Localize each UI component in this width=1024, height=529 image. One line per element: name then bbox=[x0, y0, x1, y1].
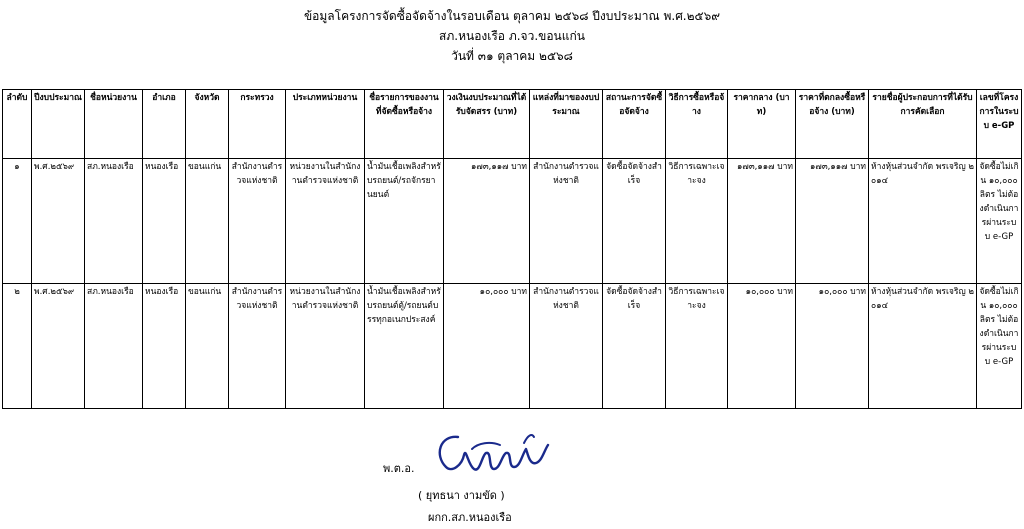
cell-no: ๒ bbox=[3, 284, 32, 409]
cell-median-price: ๑๐,๐๐๐ บาท bbox=[728, 284, 796, 409]
cell-status: จัดซื้อจัดจ้างสำเร็จ bbox=[603, 284, 666, 409]
col-header-no: ลำดับ bbox=[3, 90, 32, 159]
col-header-status: สถานะการจัดซื้อจัดจ้าง bbox=[603, 90, 666, 159]
cell-egp: จัดซื้อไม่เกิน ๑๐,๐๐๐ ลิตร ไม่ต้องดำเนินการผ่านระบบ e-GP bbox=[977, 159, 1022, 284]
signer-rank: พ.ต.อ. bbox=[383, 462, 415, 475]
cell-district: หนองเรือ bbox=[143, 159, 186, 284]
cell-agreed-price: ๑๗๓,๑๑๗ บาท bbox=[796, 159, 869, 284]
cell-status: จัดซื้อจัดจ้างสำเร็จ bbox=[603, 159, 666, 284]
signer-name: ( ยุทธนา งามขัด ) bbox=[418, 489, 505, 502]
cell-fiscal-year: พ.ศ.๒๕๖๙ bbox=[32, 284, 85, 409]
cell-fiscal-year: พ.ศ.๒๕๖๙ bbox=[32, 159, 85, 284]
station-name: สภ.หนองเรือ ภ.จว.ขอนแก่น bbox=[439, 29, 585, 43]
report-date: วันที่ ๓๑ ตุลาคม ๒๕๖๘ bbox=[451, 49, 573, 63]
col-header-vendor: รายชื่อผู้ประกอบการที่ได้รับการคัดเลือก bbox=[869, 90, 977, 159]
col-header-source: แหล่งที่มาของงบประมาณ bbox=[530, 90, 603, 159]
col-header-province: จังหวัด bbox=[186, 90, 229, 159]
col-header-median-price: ราคากลาง (บาท) bbox=[728, 90, 796, 159]
col-header-agreed-price: ราคาที่ตกลงซื้อหรือจ้าง (บาท) bbox=[796, 90, 869, 159]
col-header-fiscal-year: ปีงบประมาณ bbox=[32, 90, 85, 159]
cell-agency-type: หน่วยงานในสำนักงานตำรวจแห่งชาติ bbox=[286, 284, 365, 409]
cell-source: สำนักงานตำรวจแห่งชาติ bbox=[530, 284, 603, 409]
col-header-method: วิธีการซื้อหรือจ้าง bbox=[666, 90, 728, 159]
cell-item: น้ำมันเชื้อเพลิงสำหรับรถยนต์/รถจักรยานยนต์ bbox=[365, 159, 444, 284]
report-title: ข้อมูลโครงการจัดซื้อจัดจ้างในรอบเดือน ตุลาคม ๒๕๖๘ ปีงบประมาณ พ.ศ.๒๕๖๙ bbox=[303, 9, 721, 23]
cell-method: วิธีการเฉพาะเจาะจง bbox=[666, 159, 728, 284]
table-header-row bbox=[3, 90, 1022, 159]
cell-source: สำนักงานตำรวจแห่งชาติ bbox=[530, 159, 603, 284]
table-row bbox=[3, 159, 1022, 284]
procurement-table bbox=[2, 89, 1022, 409]
cell-method: วิธีการเฉพาะเจาะจง bbox=[666, 284, 728, 409]
document-header bbox=[0, 6, 1024, 66]
cell-budget: ๑๐,๐๐๐ บาท bbox=[444, 284, 530, 409]
col-header-item: ชื่อรายการของงานที่จัดซื้อหรือจ้าง bbox=[365, 90, 444, 159]
cell-median-price: ๑๗๓,๑๑๗ บาท bbox=[728, 159, 796, 284]
cell-item: น้ำมันเชื้อเพลิงสำหรับรถยนต์ตู้/รถยนต์บรรทุกอเนกประสงค์ bbox=[365, 284, 444, 409]
col-header-egp: เลขที่โครงการในระบบ e-GP bbox=[977, 90, 1022, 159]
cell-ministry: สำนักงานตำรวจแห่งชาติ bbox=[229, 284, 286, 409]
col-header-agency-type: ประเภทหน่วยงาน bbox=[286, 90, 365, 159]
col-header-agency: ชื่อหน่วยงาน bbox=[85, 90, 143, 159]
handwritten-signature bbox=[428, 425, 553, 481]
signer-position: ผกก.สภ.หนองเรือ bbox=[428, 511, 512, 524]
cell-ministry: สำนักงานตำรวจแห่งชาติ bbox=[229, 159, 286, 284]
cell-agency-type: หน่วยงานในสำนักงานตำรวจแห่งชาติ bbox=[286, 159, 365, 284]
cell-budget: ๑๗๓,๑๑๗ บาท bbox=[444, 159, 530, 284]
cell-agency: สภ.หนองเรือ bbox=[85, 159, 143, 284]
cell-no: ๑ bbox=[3, 159, 32, 284]
table-row bbox=[3, 284, 1022, 409]
cell-agency: สภ.หนองเรือ bbox=[85, 284, 143, 409]
col-header-district: อำเภอ bbox=[143, 90, 186, 159]
cell-vendor: ห้างหุ้นส่วนจำกัด พรเจริญ ๒๐๑๔ bbox=[869, 284, 977, 409]
cell-agreed-price: ๑๐,๐๐๐ บาท bbox=[796, 284, 869, 409]
cell-province: ขอนแก่น bbox=[186, 159, 229, 284]
cell-district: หนองเรือ bbox=[143, 284, 186, 409]
col-header-ministry: กระทรวง bbox=[229, 90, 286, 159]
cell-egp: จัดซื้อไม่เกิน ๑๐,๐๐๐ ลิตร ไม่ต้องดำเนินการผ่านระบบ e-GP bbox=[977, 284, 1022, 409]
col-header-budget: วงเงินงบประมาณที่ได้รับจัดสรร (บาท) bbox=[444, 90, 530, 159]
cell-province: ขอนแก่น bbox=[186, 284, 229, 409]
cell-vendor: ห้างหุ้นส่วนจำกัด พรเจริญ ๒๐๑๔ bbox=[869, 159, 977, 284]
